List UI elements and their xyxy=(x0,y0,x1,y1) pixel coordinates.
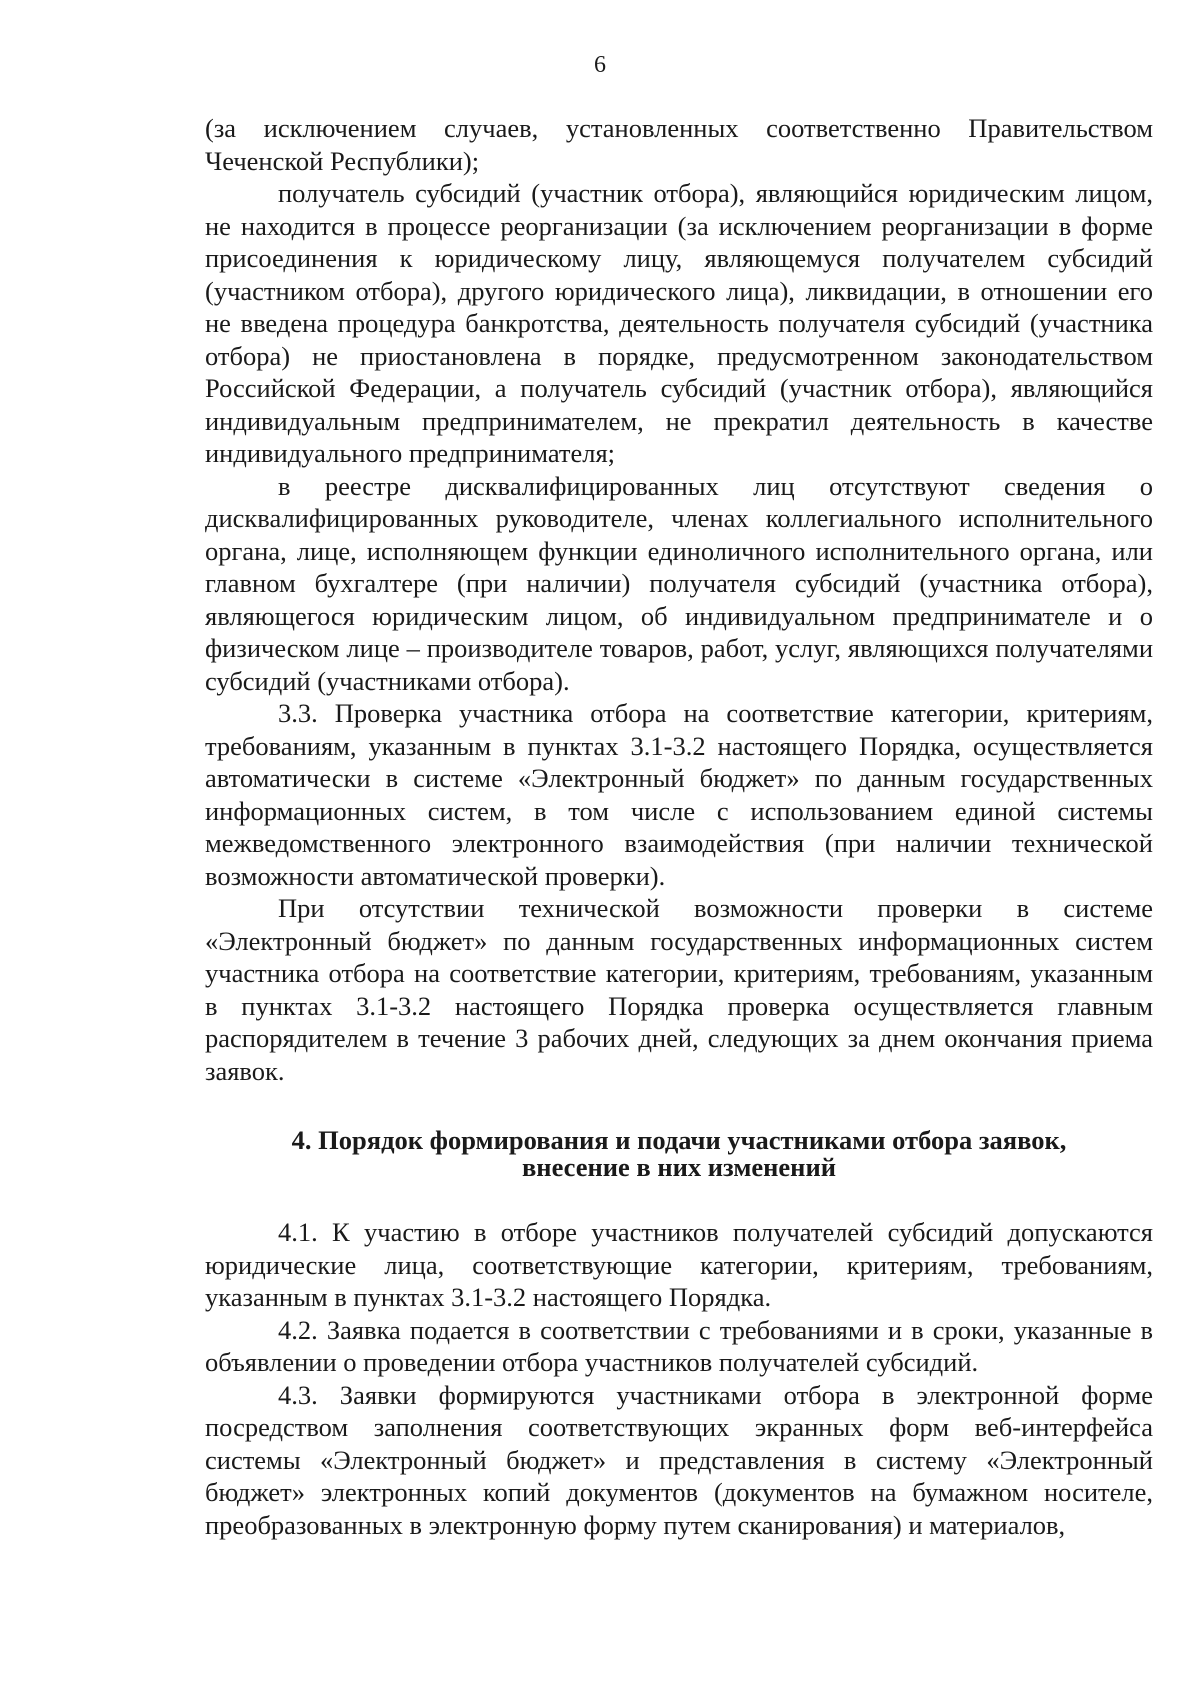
paragraph: 3.3. Проверка участника отбора на соответствие категории, критериям, требованиям, указанным в пунктах 3.1-3.2 настоящего Порядка, осуществляется автоматически в системе «Электронный бюджет» по данным государственных информационных систем, в том числе с использованием единой системы межведомственного электронного взаимодействия (при наличии технической возможности автоматической проверки). xyxy=(205,698,1153,891)
section-heading-line: 4. Порядок формирования и подачи участниками отбора заявок, xyxy=(291,1125,1067,1155)
paragraph: 4.2. Заявка подается в соответствии с требованиями и в сроки, указанные в объявлении о проведении отбора участников получателей субсидий. xyxy=(205,1314,1153,1377)
paragraph: При отсутствии технической возможности проверки в системе «Электронный бюджет» по данным государственных информационных систем участника отбора на соответствие категории, критериям, требованиям, указанным в пунктах 3.1-3.2 настоящего Порядка проверка осуществляется главным распорядителем в течение 3 рабочих дней, следующих за днем окончания приема заявок. xyxy=(205,893,1153,1086)
paragraph: получатель субсидий (участник отбора), являющийся юридическим лицом, не находится в процессе реорганизации (за исключением реорганизации в форме присоединения к юридическому лицу, являющемуся получателем субсидий (участником отбора), другого юридического лица), ликвидации, в отношении его не введена процедура банкротства, деятельность получателя субсидий (участника отбора) не приостановлена в порядке, предусмотренном законодательством Российской Федерации, а получатель субсидий (участник отбора), являющийся индивидуальным предпринимателем, не прекратил деятельность в качестве индивидуального предпринимателя; xyxy=(205,178,1153,468)
section-heading xyxy=(205,1127,1153,1181)
paragraph: 4.3. Заявки формируются участниками отбора в электронной форме посредством заполнения соответствующих экранных форм веб-интерфейса системы «Электронный бюджет» и представления в систему «Электронный бюджет» электронных копий документов (документов на бумажном носителе, преобразованных в электронную форму путем сканирования) и материалов, xyxy=(205,1379,1153,1540)
page-number: 6 xyxy=(594,52,606,78)
section-heading-line: внесение в них изменений xyxy=(522,1152,836,1182)
paragraph: в реестре дисквалифицированных лиц отсутствуют сведения о дисквалифицированных руководителе, членах коллегиального исполнительного органа, лице, исполняющем функции единоличного исполнительного органа, или главном бухгалтере (при наличии) получателя субсидий (участника отбора), являющегося юридическим лицом, об индивидуальном предпринимателе и о физическом лице – производителе товаров, работ, услуг, являющихся получателями субсидий (участниками отбора). xyxy=(205,470,1153,696)
document-body xyxy=(205,112,1153,1541)
paragraph: 4.1. К участию в отборе участников получателей субсидий допускаются юридические лица, соответствующие категории, критериям, требованиям, указанным в пунктах 3.1-3.2 настоящего Порядка. xyxy=(205,1217,1153,1312)
paragraph: (за исключением случаев, установленных соответственно Правительством Чеченской Республики); xyxy=(205,113,1153,176)
